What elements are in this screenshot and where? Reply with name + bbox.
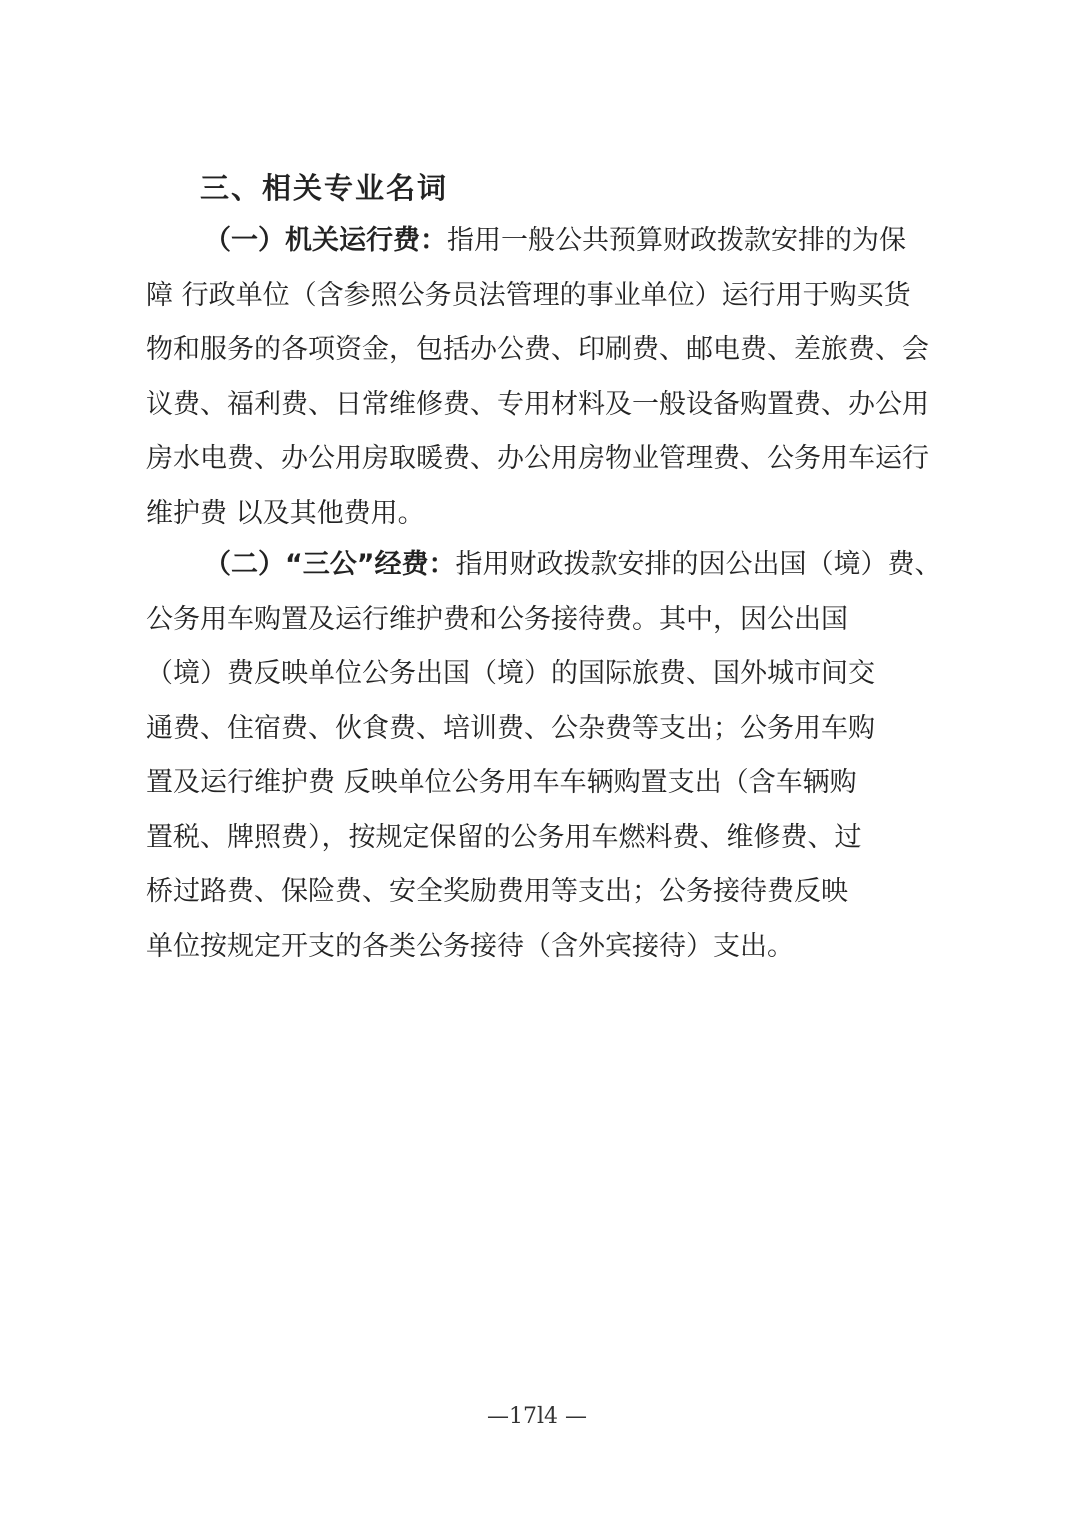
paragraph-line: 置及运行维护费 反映单位公务用车车辆购置支出（含车辆购 <box>146 767 857 798</box>
section-heading: 三、相关专业名词 <box>200 171 449 205</box>
page-number: —17l4 — <box>486 1404 588 1429</box>
term-label: （一）机关运行费： <box>204 225 447 256</box>
paragraph-line: 单位按规定开支的各类公务接待（含外宾接待）支出。 <box>146 930 794 962</box>
paragraph-line: 物和服务的各项资金，包括办公费、印刷费、邮电费、差旅费、会 <box>146 334 929 365</box>
paragraph-line: 公务用车购置及运行维护费和公务接待费。其中，因公出国 <box>146 603 848 635</box>
paragraph-line: 房水电费、办公用房取暖费、办公用房物业管理费、公务用车运行 <box>146 443 929 474</box>
paragraph-three-public-expenses <box>146 538 944 974</box>
paragraph-line: 障 行政单位（含参照公务员法管理的事业单位）运行用于购买货 <box>146 279 911 311</box>
paragraph-agency-operating-costs <box>146 214 944 541</box>
term-label: （二）“三公”经费： <box>204 549 456 580</box>
paragraph-line: 议费、福利费、日常维修费、专用材料及一般设备购置费、办公用 <box>146 388 929 420</box>
paragraph-line: 置税、牌照费），按规定保留的公务用车燃料费、维修费、过 <box>146 821 862 853</box>
paragraph-text: 指用一般公共预算财政拨款安排的为保 <box>447 225 906 256</box>
paragraph-line: 桥过路费、保险费、安全奖励费用等支出；公务接待费反映 <box>146 876 848 907</box>
paragraph-line: （境）费反映单位公务出国（境）的国际旅费、国外城市间交 <box>146 658 875 689</box>
paragraph-line: 通费、住宿费、伙食费、培训费、公杂费等支出；公务用车购 <box>146 712 875 744</box>
paragraph-line: 维护费 以及其他费用。 <box>146 497 425 529</box>
paragraph-line <box>146 538 944 593</box>
paragraph-text: 指用财政拨款安排的因公出国（境）费、 <box>455 549 942 580</box>
paragraph-line <box>146 214 944 269</box>
